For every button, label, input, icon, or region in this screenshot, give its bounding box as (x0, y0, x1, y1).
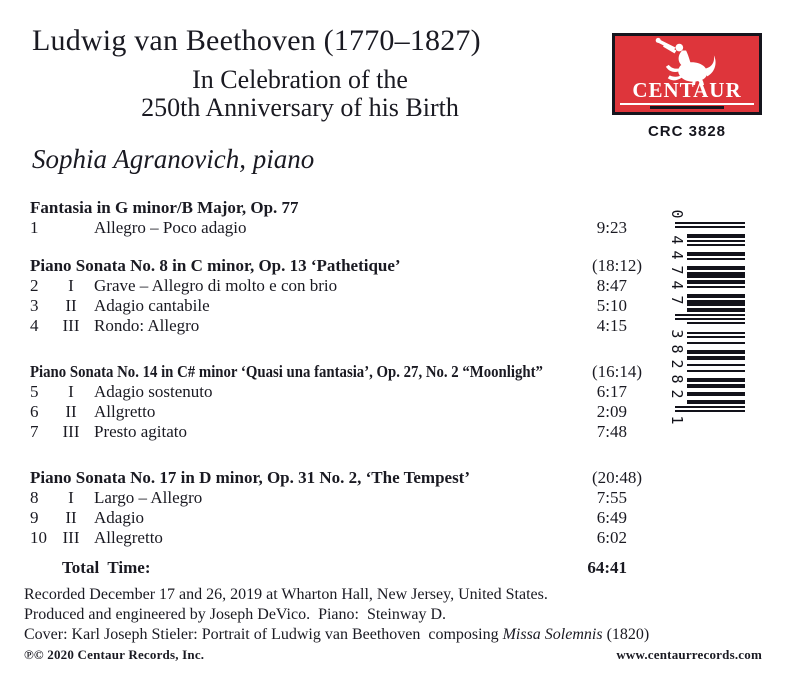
composer-title: Ludwig van Beethoven (1770–1827) (32, 24, 481, 57)
track-row (30, 296, 642, 316)
movement-title: Allegretto (94, 528, 163, 547)
track-time: 8:47 (596, 276, 627, 295)
work-duration: (16:14) (591, 362, 642, 381)
track-row (30, 218, 642, 238)
track-number: 6 (30, 402, 39, 421)
track-row (30, 276, 642, 296)
work-title-row (30, 256, 642, 276)
track-number: 4 (30, 316, 39, 335)
track-time: 2:09 (596, 402, 627, 421)
movement-numeral: II (65, 296, 77, 315)
credits-block (24, 585, 764, 645)
catalog-number: CRC 3828 (647, 123, 727, 140)
movement-title: Rondo: Allegro (94, 316, 200, 335)
movement-numeral: II (65, 402, 77, 421)
movement-numeral: II (65, 508, 77, 527)
cover-credit-work-title: Missa Solemnis (502, 626, 603, 643)
total-time-row (30, 558, 642, 578)
cover-credit-prefix: Cover: Karl Joseph Stieler: Portrait of Ludwig van Beethoven composing (24, 626, 503, 643)
movement-title: Grave – Allegro di molto e con brio (94, 276, 338, 295)
work-section (30, 468, 642, 548)
track-time: 7:55 (596, 488, 627, 507)
movement-title: Presto agitato (94, 422, 188, 441)
cover-credit-suffix: (1820) (602, 626, 650, 643)
work-section (30, 198, 642, 238)
work-title: Piano Sonata No. 17 in D minor, Op. 31 No. 2, ‘The Tempest’ (30, 468, 471, 487)
track-number: 5 (30, 382, 39, 401)
barcode-digits-left: 44747 (668, 235, 686, 311)
track-time: 4:15 (596, 316, 627, 335)
track-number: 10 (30, 528, 47, 547)
track-time: 7:48 (596, 422, 627, 441)
track-row (30, 402, 642, 422)
total-time-label: Total Time: (62, 558, 151, 577)
work-title-row (30, 468, 642, 488)
movement-title: Adagio (94, 508, 145, 527)
track-row (30, 316, 642, 336)
total-time-value: 64:41 (587, 558, 627, 577)
track-number: 3 (30, 296, 39, 315)
work-section (30, 256, 642, 336)
track-number: 1 (30, 218, 39, 237)
movement-title: Allegro – Poco adagio (94, 218, 247, 237)
track-row (30, 382, 642, 402)
album-subtitle (0, 66, 600, 122)
track-time: 9:23 (596, 218, 627, 237)
label-name: CENTAUR (632, 78, 742, 102)
work-duration: (18:12) (591, 256, 642, 275)
movement-numeral: III (62, 528, 80, 547)
track-time: 6:49 (596, 508, 627, 527)
barcode-digits-right: 38282 (668, 329, 686, 405)
work-title-row (30, 198, 642, 218)
work-title: Fantasia in G minor/B Major, Op. 77 (30, 198, 299, 217)
work-title: Piano Sonata No. 14 in C# minor ‘Quasi una fantasia’, Op. 27, No. 2 “Moonlight” (30, 362, 543, 381)
track-number: 2 (30, 276, 39, 295)
work-duration: (20:48) (591, 468, 642, 487)
work-title-row (30, 362, 642, 382)
movement-numeral: I (68, 488, 74, 507)
production-credit: Produced and engineered by Joseph DeVico. Piano: Steinway D. (24, 606, 447, 623)
movement-title: Adagio sostenuto (94, 382, 213, 401)
copyright-line: ℗© 2020 Centaur Records, Inc. (24, 647, 205, 662)
track-time: 6:02 (596, 528, 627, 547)
subtitle-line-2: 250th Anniversary of his Birth (141, 93, 459, 122)
centaur-records-logo (612, 33, 762, 115)
track-number: 8 (30, 488, 39, 507)
logo-rule-dark (650, 106, 725, 109)
track-time: 5:10 (596, 296, 627, 315)
website-url: www.centaurrecords.com (616, 647, 762, 662)
track-row (30, 422, 642, 442)
subtitle-line-1: In Celebration of the (192, 65, 408, 94)
recording-credit: Recorded December 17 and 26, 2019 at Wharton Hall, New Jersey, United States. (24, 586, 548, 603)
track-number: 7 (30, 422, 39, 441)
movement-title: Largo – Allegro (94, 488, 203, 507)
movement-title: Allgretto (94, 402, 156, 421)
track-number: 9 (30, 508, 39, 527)
barcode-digit-lead: 0 (668, 209, 686, 219)
movement-numeral: I (68, 276, 74, 295)
artist-line: Sophia Agranovich, piano (32, 144, 315, 174)
track-row (30, 528, 642, 548)
work-section (30, 362, 642, 442)
track-row (30, 488, 642, 508)
movement-numeral: I (68, 382, 74, 401)
logo-rule (620, 103, 754, 105)
track-row (30, 508, 642, 528)
work-title: Piano Sonata No. 8 in C minor, Op. 13 ‘Pathetique’ (30, 256, 401, 275)
movement-numeral: III (62, 422, 80, 441)
movement-title: Adagio cantabile (94, 296, 210, 315)
upc-barcode (669, 210, 745, 424)
barcode-digit-trail: 1 (668, 415, 686, 425)
bottom-row (24, 647, 762, 663)
track-time: 6:17 (596, 382, 627, 401)
track-listing (30, 198, 642, 578)
movement-numeral: III (62, 316, 80, 335)
cover-credit (24, 625, 764, 645)
